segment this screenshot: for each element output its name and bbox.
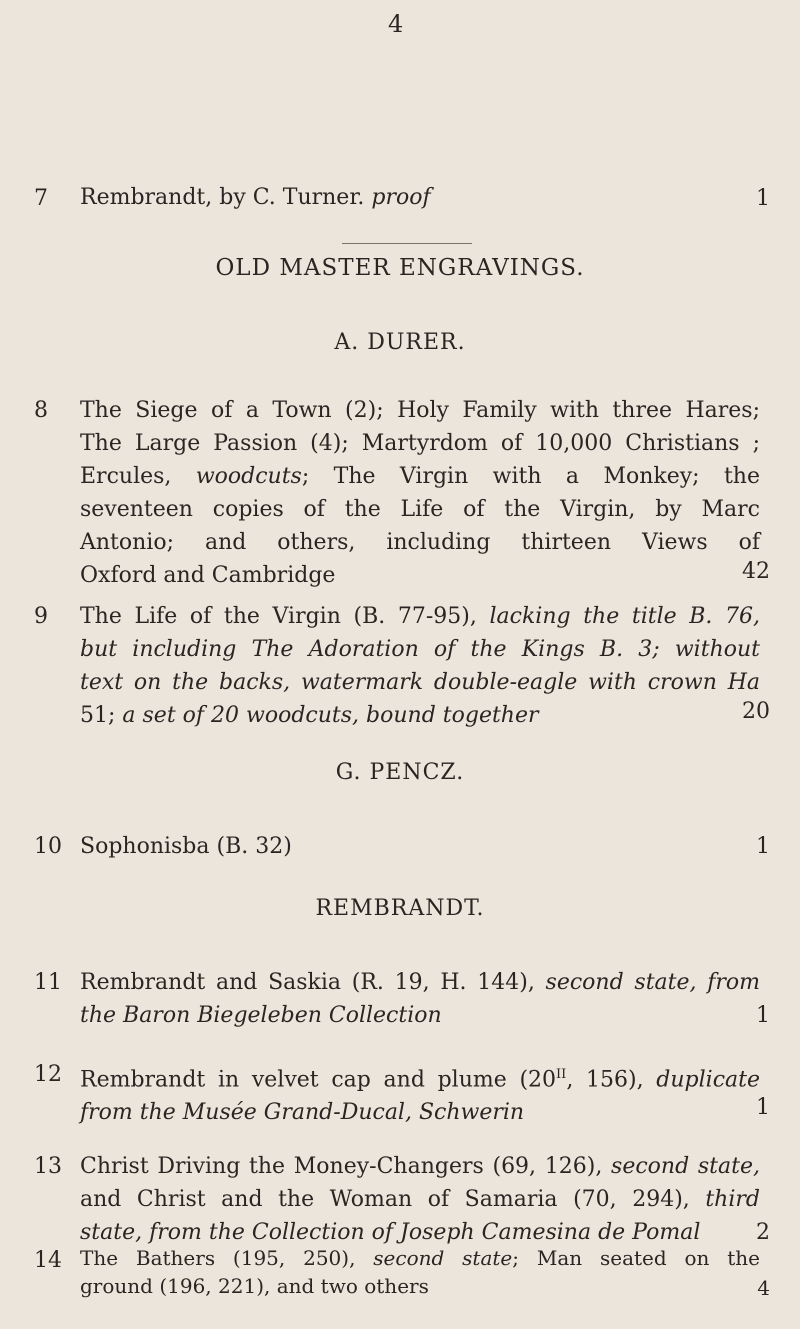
- lot-note: proof: [371, 185, 431, 210]
- lot-price: 1: [756, 186, 770, 211]
- lot-line: The Life of the Virgin (B. 77-95), lacking the title B. 76,: [80, 604, 761, 629]
- lot-price: 4: [757, 1276, 770, 1300]
- lot-number: 10: [34, 834, 62, 859]
- lot-number: 9: [34, 604, 48, 629]
- artist-heading-durer: A. DURER.: [334, 330, 466, 355]
- lot-line: ground (196, 221), and two others: [80, 1274, 429, 1298]
- lot-price: 1: [756, 1003, 770, 1028]
- lot-number: 8: [34, 398, 48, 423]
- section-title: OLD MASTER ENGRAVINGS.: [215, 255, 585, 281]
- lot-line: Sophonisba (B. 32): [80, 834, 292, 859]
- page-number: 4: [388, 10, 404, 38]
- lot-line: Oxford and Cambridge: [80, 563, 336, 588]
- lot-number: 12: [34, 1062, 62, 1087]
- lot-line: The Large Passion (4); Martyrdom of 10,000 Christians ;: [80, 431, 760, 456]
- lot-line: and Christ and the Woman of Samaria (70, 294), third: [80, 1187, 760, 1212]
- lot-number: 14: [34, 1248, 62, 1273]
- lot-line: text on the backs, watermark double-eagle with crown Ha: [80, 670, 760, 695]
- lot-line: The Siege of a Town (2); Holy Family with three Hares;: [80, 398, 760, 423]
- lot-line: from the Musée Grand-Ducal, Schwerin: [80, 1100, 525, 1126]
- lot-line: Antonio; and others, including thirteen Views of: [80, 530, 760, 555]
- lot-line: Christ Driving the Money-Changers (69, 126), second state,: [80, 1154, 760, 1179]
- lot-line: 51; a set of 20 woodcuts, bound together: [80, 703, 539, 728]
- lot-number: 13: [34, 1154, 62, 1179]
- lot-line: Rembrandt and Saskia (R. 19, H. 144), second state, from: [80, 970, 760, 995]
- lot-price: 1: [756, 1095, 770, 1120]
- lot-line: the Baron Biegeleben Collection: [80, 1003, 442, 1028]
- lot-price: 20: [742, 699, 770, 724]
- lot-line: Ercules, woodcuts; The Virgin with a Monkey; the: [80, 464, 760, 489]
- lot-price: 1: [756, 834, 770, 859]
- lot-price: 42: [742, 559, 770, 584]
- lot-line: but including The Adoration of the Kings B. 3; without: [80, 637, 760, 662]
- lot-line: seventeen copies of the Life of the Virgin, by Marc: [80, 497, 760, 522]
- divider-rule: [342, 243, 472, 244]
- lot-number: 7: [34, 186, 48, 211]
- lot-line: Rembrandt in velvet cap and plume ($20^{II}$, 156), duplicate: [80, 1067, 761, 1093]
- lot-number: 11: [34, 970, 62, 995]
- lot-line: state, from the Collection of Joseph Camesina de Pomal: [80, 1220, 701, 1245]
- artist-heading-pencz: G. PENCZ.: [335, 760, 465, 785]
- artist-heading-rembrandt: REMBRANDT.: [315, 896, 485, 921]
- lot-description: Rembrandt, by C. Turner.: [80, 185, 365, 210]
- lot-line: The Bathers (195, 250), second state; Man seated on the: [80, 1246, 761, 1270]
- lot-price: 2: [756, 1220, 770, 1245]
